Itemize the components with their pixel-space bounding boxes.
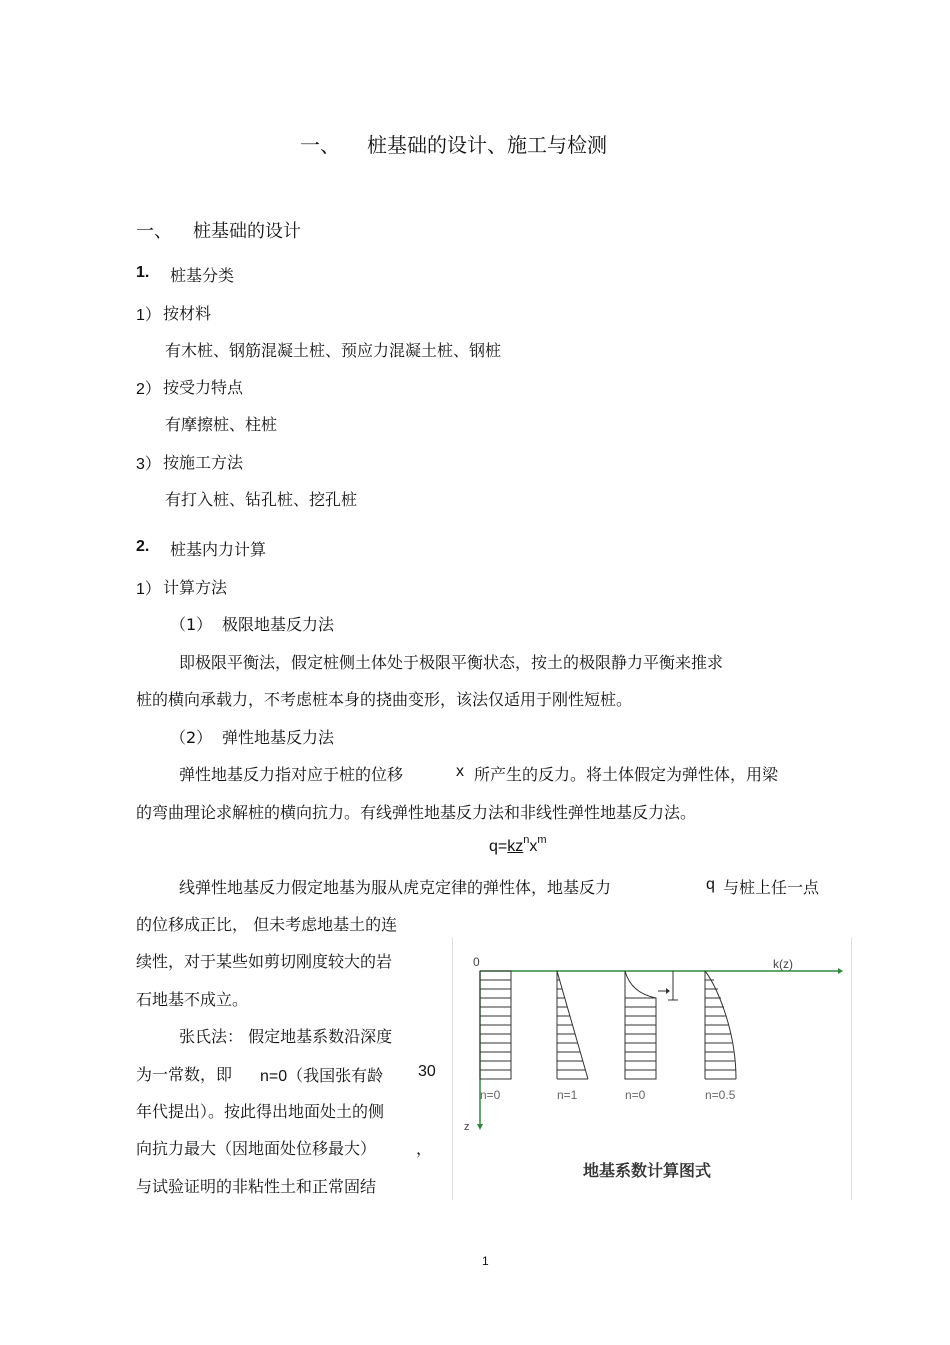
k-axis-arrow	[838, 968, 843, 974]
diagram-label-2: n=1	[557, 1088, 578, 1102]
heading-1-text: 桩基分类	[170, 266, 235, 285]
diagram-n0-a	[480, 971, 511, 1079]
item-2-1-number: 1）	[136, 581, 161, 598]
item-1-body: 有木桩、钢筋混凝土桩、预应力混凝土桩、钢桩	[165, 341, 502, 360]
zhang-para-line2a: 为一常数，即	[136, 1065, 233, 1084]
diagram-label-3: n=0	[625, 1088, 646, 1102]
method-2-para-line1a: 弹性地基反力指对应于桩的位移	[179, 765, 404, 784]
linear-para-q: q	[706, 876, 715, 893]
linear-para-line4: 石地基不成立。	[136, 990, 249, 1009]
diagram-label-1: n=0	[480, 1088, 501, 1102]
zhang-para-line4a: 向抗力最大（因地面处位移最大）	[136, 1139, 377, 1158]
method-2-heading: 弹性地基反力法	[222, 728, 335, 747]
section-number: 一、	[136, 221, 172, 242]
item-3-text: 按施工方法	[163, 453, 244, 472]
method-1-para-line1: 即极限平衡法，假定桩侧土体处于极限平衡状态，按土的极限静力平衡来推求	[179, 653, 724, 672]
zhang-para-line1: 张氏法： 假定地基系数沿深度	[179, 1027, 393, 1046]
heading-2-number: 2.	[136, 538, 150, 555]
figure-caption: 地基系数计算图式	[583, 1161, 712, 1180]
linear-para-line1b: 与桩上任一点	[723, 878, 820, 897]
item-3-number: 3）	[136, 456, 161, 473]
item-2-number: 2）	[136, 381, 161, 398]
item-1-number: 1）	[136, 307, 161, 324]
zhang-para-line5: 与试验证明的非粘性土和正常固结	[136, 1177, 377, 1196]
heading-2-text: 桩基内力计算	[170, 540, 267, 559]
method-2-para-x: x	[456, 763, 464, 780]
method-2-para-line2: 的弯曲理论求解桩的横向抗力。有线弹性地基反力法和非线性弹性地基反力法。	[136, 803, 697, 822]
heading-1-number: 1.	[136, 264, 150, 281]
item-1-text: 按材料	[163, 304, 212, 323]
method-1-heading: 极限地基反力法	[222, 615, 335, 634]
origin-label: 0	[473, 955, 480, 969]
formula: $q=kz^nx^m$	[489, 834, 547, 855]
diagram-n1	[557, 971, 588, 1079]
diagram-n05	[705, 971, 736, 1079]
diagram-n0-b	[625, 971, 678, 1079]
linear-para-line3: 续性，对于某些如剪切刚度较大的岩	[136, 952, 393, 971]
item-2-text: 按受力特点	[163, 378, 244, 397]
linear-para-line1a: 线弹性地基反力假定地基为服从虎克定律的弹性体，地基反力	[179, 878, 612, 897]
item-2-1-text: 计算方法	[163, 578, 228, 597]
z-axis-label: z	[464, 1121, 470, 1133]
method-1-para-line2: 桩的横向承载力，不考虑桩本身的挠曲变形，该法仅适用于刚性短桩。	[136, 690, 633, 709]
zhang-para-line2b: n=0（我国张有龄	[260, 1068, 384, 1085]
figure-svg	[453, 938, 851, 1200]
method-2-para-line1b: 所产生的反力。将土体假定为弹性体，用梁	[474, 765, 779, 784]
zhang-para-line4b: ，	[416, 1139, 433, 1158]
item-2-body: 有摩擦桩、柱桩	[165, 415, 278, 434]
item-3-body: 有打入桩、钻孔桩、挖孔桩	[165, 490, 358, 509]
page-number: 1	[482, 1254, 489, 1268]
method-2-number: （2）	[170, 728, 213, 747]
title-number: 一、	[300, 133, 340, 157]
linear-para-line2: 的位移成正比， 但未考虑地基土的连	[136, 915, 398, 934]
zhang-para-line2c: 30	[418, 1063, 436, 1080]
foundation-coefficient-figure	[452, 938, 852, 1200]
diagram-label-4: n=0.5	[705, 1088, 736, 1102]
k-axis-label: k(z)	[773, 957, 793, 971]
method-1-number: （1）	[170, 615, 213, 634]
zhang-para-line3: 年代提出）。按此得出地面处土的侧	[136, 1102, 385, 1121]
section-heading: 桩基础的设计	[193, 221, 301, 242]
page-title: 桩基础的设计、施工与检测	[367, 133, 607, 157]
z-axis-arrow	[477, 1124, 483, 1130]
